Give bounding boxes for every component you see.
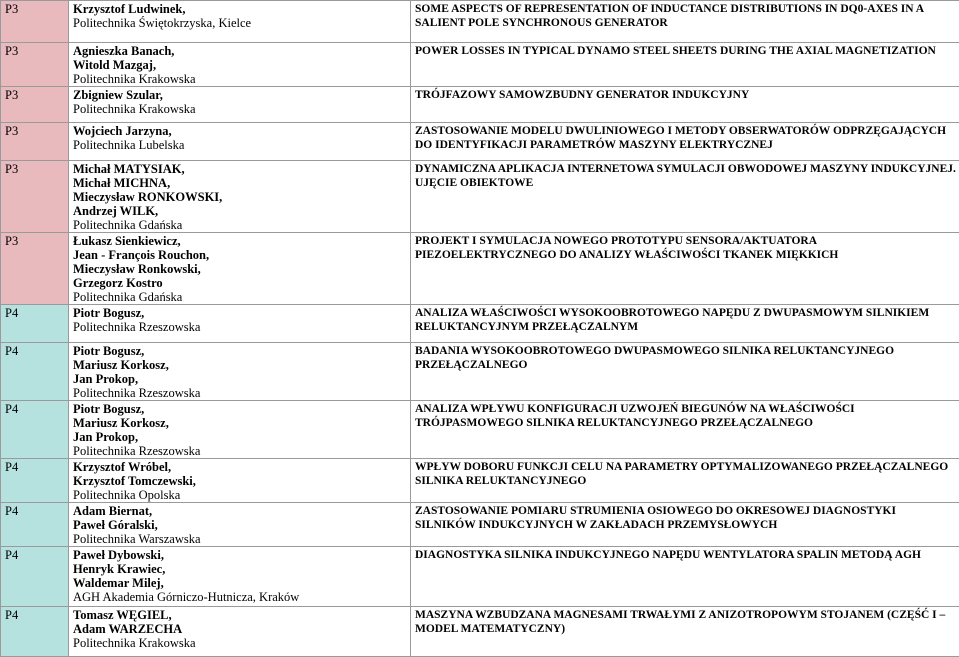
table-row [1, 547, 959, 607]
author-name: Andrzej WILK, [73, 204, 407, 218]
affiliation: Politechnika Krakowska [73, 72, 407, 86]
paper-title: SOME ASPECTS OF REPRESENTATION OF INDUCTANCE DISTRIBUTIONS IN DQ0-AXES IN A SALIENT POLE SYNCHRONOUS GENERATOR [411, 1, 959, 43]
table-row [1, 459, 959, 503]
table-row [1, 503, 959, 547]
paper-title: BADANIA WYSOKOOBROTOWEGO DWUPASMOWEGO SILNIKA RELUKTANCYJNEGO PRZEŁĄCZALNEGO [411, 343, 959, 401]
session-code: P3 [1, 43, 69, 87]
session-code: P3 [1, 161, 69, 233]
author-name: Piotr Bogusz, [73, 344, 407, 358]
authors-cell [69, 161, 411, 233]
table-row [1, 401, 959, 459]
paper-title: ANALIZA WŁAŚCIWOŚCI WYSOKOOBROTOWEGO NAPĘDU Z DWUPASMOWYM SILNIKIEM RELUKTANCYJNYM PRZEŁĄCZALNYM [411, 305, 959, 343]
author-name: Krzysztof Tomczewski, [73, 474, 407, 488]
authors-cell [69, 459, 411, 503]
author-name: Piotr Bogusz, [73, 402, 407, 416]
author-name: Jan Prokop, [73, 430, 407, 444]
paper-title: WPŁYW DOBORU FUNKCJI CELU NA PARAMETRY OPTYMALIZOWANEGO PRZEŁĄCZALNEGO SILNIKA RELUKTANCYJNEGO [411, 459, 959, 503]
table-row [1, 233, 959, 305]
authors-cell [69, 1, 411, 43]
affiliation: Politechnika Opolska [73, 488, 407, 502]
authors-cell [69, 233, 411, 305]
table-row [1, 87, 959, 123]
table-row [1, 43, 959, 87]
affiliation: Politechnika Krakowska [73, 636, 407, 650]
author-name: Adam Biernat, [73, 504, 407, 518]
authors-cell [69, 401, 411, 459]
table-row [1, 305, 959, 343]
session-code: P4 [1, 459, 69, 503]
author-name: Paweł Góralski, [73, 518, 407, 532]
table-row [1, 123, 959, 161]
paper-title: ZASTOSOWANIE POMIARU STRUMIENIA OSIOWEGO DO OKRESOWEJ DIAGNOSTYKI SILNIKÓW INDUKCYJNYCH W ZAKŁADACH PRZEMYSŁOWYCH [411, 503, 959, 547]
table-row [1, 607, 959, 657]
affiliation: Politechnika Świętokrzyska, Kielce [73, 16, 407, 30]
author-name: Michał MATYSIAK, [73, 162, 407, 176]
paper-title: PROJEKT I SYMULACJA NOWEGO PROTOTYPU SENSORA/AKTUATORA PIEZOELEKTRYCZNEGO DO ANALIZY WŁAŚCIWOŚCI TKANEK MIĘKKICH [411, 233, 959, 305]
table-row [1, 161, 959, 233]
author-name: Waldemar Milej, [73, 576, 407, 590]
affiliation: Politechnika Rzeszowska [73, 444, 407, 458]
paper-title: ZASTOSOWANIE MODELU DWULINIOWEGO I METODY OBSERWATORÓW ODPRZĘGAJĄCYCH DO IDENTYFIKACJI PARAMETRÓW MASZYNY ELEKTRYCZNEJ [411, 123, 959, 161]
author-name: Piotr Bogusz, [73, 306, 407, 320]
author-name: Tomasz WĘGIEL, [73, 608, 407, 622]
author-name: Zbigniew Szular, [73, 88, 407, 102]
affiliation: Politechnika Krakowska [73, 102, 407, 116]
author-name: Mieczysław RONKOWSKI, [73, 190, 407, 204]
author-name: Wojciech Jarzyna, [73, 124, 407, 138]
affiliation: Politechnika Rzeszowska [73, 386, 407, 400]
author-name: Witold Mazgaj, [73, 58, 407, 72]
author-name: Grzegorz Kostro [73, 276, 407, 290]
authors-cell [69, 123, 411, 161]
authors-cell [69, 547, 411, 607]
author-name: Jean - François Rouchon, [73, 248, 407, 262]
authors-cell [69, 305, 411, 343]
session-code: P3 [1, 1, 69, 43]
session-code: P4 [1, 607, 69, 657]
affiliation: Politechnika Rzeszowska [73, 320, 407, 334]
authors-cell [69, 607, 411, 657]
session-code: P4 [1, 547, 69, 607]
session-code: P4 [1, 401, 69, 459]
author-name: Mieczysław Ronkowski, [73, 262, 407, 276]
paper-title: ANALIZA WPŁYWU KONFIGURACJI UZWOJEŃ BIEGUNÓW NA WŁAŚCIWOŚCI TRÓJPASMOWEGO SILNIKA RELUKTANCYJNEGO PRZEŁĄCZALNEGO [411, 401, 959, 459]
authors-cell [69, 343, 411, 401]
session-code: P3 [1, 123, 69, 161]
affiliation: Politechnika Gdańska [73, 290, 407, 304]
author-name: Mariusz Korkosz, [73, 416, 407, 430]
author-name: Mariusz Korkosz, [73, 358, 407, 372]
paper-title: POWER LOSSES IN TYPICAL DYNAMO STEEL SHEETS DURING THE AXIAL MAGNETIZATION [411, 43, 959, 87]
table-row [1, 1, 959, 43]
session-code: P4 [1, 305, 69, 343]
author-name: Krzysztof Wróbel, [73, 460, 407, 474]
authors-cell [69, 503, 411, 547]
program-rows [1, 1, 959, 657]
author-name: Agnieszka Banach, [73, 44, 407, 58]
session-code: P4 [1, 503, 69, 547]
paper-title: MASZYNA WZBUDZANA MAGNESAMI TRWAŁYMI Z ANIZOTROPOWYM STOJANEM (CZĘŚĆ I – MODEL MATEMATYCZNY) [411, 607, 959, 657]
author-name: Paweł Dybowski, [73, 548, 407, 562]
author-name: Adam WARZECHA [73, 622, 407, 636]
author-name: Henryk Krawiec, [73, 562, 407, 576]
table-row [1, 343, 959, 401]
author-name: Michał MICHNA, [73, 176, 407, 190]
affiliation: Politechnika Lubelska [73, 138, 407, 152]
session-code: P3 [1, 233, 69, 305]
author-name: Łukasz Sienkiewicz, [73, 234, 407, 248]
author-name: Krzysztof Ludwinek, [73, 2, 407, 16]
author-name: Jan Prokop, [73, 372, 407, 386]
affiliation: AGH Akademia Górniczo-Hutnicza, Kraków [73, 590, 407, 604]
paper-title: DYNAMICZNA APLIKACJA INTERNETOWA SYMULACJI OBWODOWEJ MASZYNY INDUKCYJNEJ. UJĘCIE OBIEKTOWE [411, 161, 959, 233]
authors-cell [69, 43, 411, 87]
affiliation: Politechnika Warszawska [73, 532, 407, 546]
affiliation: Politechnika Gdańska [73, 218, 407, 232]
paper-title: TRÓJFAZOWY SAMOWZBUDNY GENERATOR INDUKCYJNY [411, 87, 959, 123]
session-code: P3 [1, 87, 69, 123]
session-code: P4 [1, 343, 69, 401]
paper-title: DIAGNOSTYKA SILNIKA INDUKCYJNEGO NAPĘDU WENTYLATORA SPALIN METODĄ AGH [411, 547, 959, 607]
authors-cell [69, 87, 411, 123]
